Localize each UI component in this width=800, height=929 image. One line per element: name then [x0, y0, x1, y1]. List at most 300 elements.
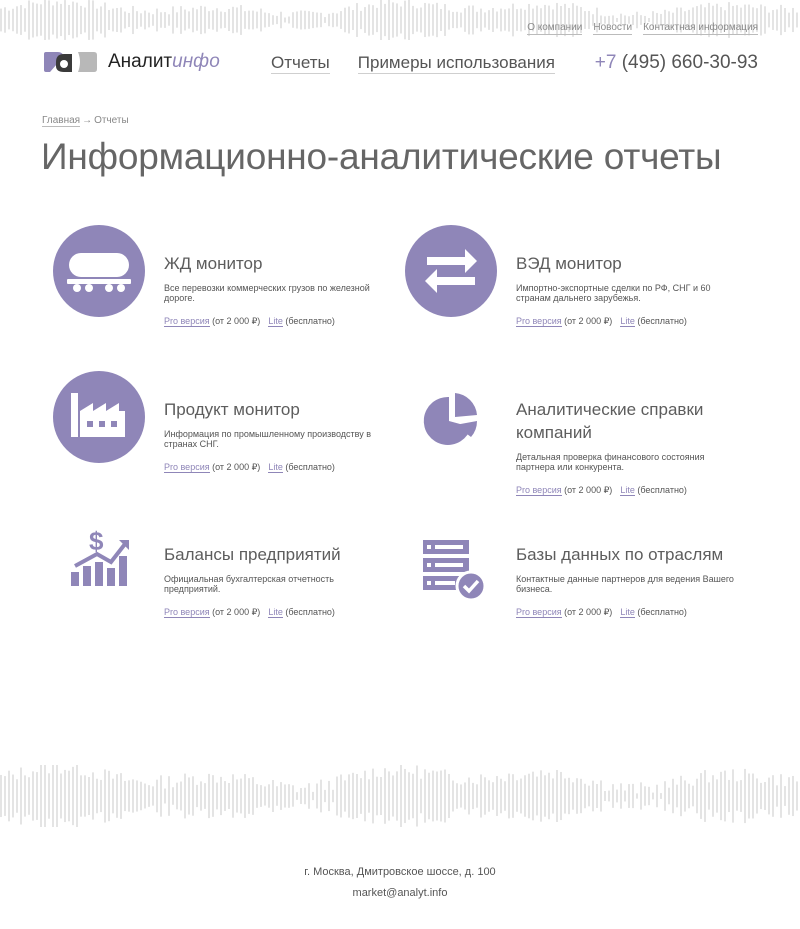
wave-bar [688, 784, 690, 808]
wave-bar [484, 12, 486, 27]
wave-bar [112, 779, 114, 814]
wave-bar [64, 0, 66, 40]
wave-bar [188, 777, 190, 814]
wave-bar [448, 10, 450, 29]
wave-bar [280, 782, 282, 810]
card-title: Базы данных по отраслям [516, 545, 724, 564]
wave-bar [248, 11, 250, 30]
card-description: Контактные данные партнеров для ведения Вашего бизнеса. [516, 574, 734, 594]
wave-bar [116, 774, 118, 818]
wave-bar [588, 786, 590, 807]
wave-bar [388, 0, 390, 40]
wave-bar [64, 770, 66, 822]
wave-bar [120, 773, 122, 819]
wave-bar [496, 776, 498, 816]
wave-bar [780, 774, 782, 818]
wave-bar [696, 779, 698, 814]
wave-bar [80, 6, 82, 34]
wave-bar [224, 781, 226, 811]
wave-bar [264, 13, 266, 28]
wave-bar [584, 784, 586, 808]
wave-bar [232, 774, 234, 817]
report-card-foreign-trade [405, 225, 745, 355]
wave-bar [568, 778, 570, 814]
wave-bar [644, 786, 646, 805]
wave-bar [424, 769, 426, 822]
breadcrumb-current: Отчеты [94, 115, 129, 126]
wave-bar [556, 770, 558, 822]
wave-bar [508, 8, 510, 31]
wave-bar [500, 9, 502, 32]
wave-bar [332, 13, 334, 27]
wave-bar [480, 9, 482, 32]
wave-bar [608, 791, 610, 802]
wave-bar [228, 9, 230, 31]
wave-bar [112, 9, 114, 32]
wave-bar [524, 10, 526, 30]
card-description: Все перевозки коммерческих грузов по железной дороге. [164, 283, 370, 303]
wave-bar [480, 774, 482, 817]
wave-bar [564, 778, 566, 813]
nav-reports[interactable]: Отчеты [271, 53, 330, 72]
wave-bar [268, 13, 270, 27]
wave-bar [540, 770, 542, 821]
report-card-rail [53, 225, 393, 355]
wave-bar [192, 8, 194, 32]
wave-bar [364, 7, 366, 33]
wave-bar [592, 781, 594, 812]
wave-bar [208, 774, 210, 818]
wave-bar [168, 776, 170, 816]
wave-bar [628, 784, 630, 808]
card-links [164, 462, 389, 473]
wave-bar [340, 11, 342, 29]
wave-bar [612, 784, 614, 808]
wave-bar [352, 10, 354, 30]
wave-bar [116, 8, 118, 32]
wave-bar [464, 8, 466, 32]
wave-bar [384, 4, 386, 36]
wave-bar [668, 788, 670, 805]
main-nav [271, 53, 555, 74]
lite-version-link[interactable]: Lite [268, 462, 283, 472]
wave-bar [40, 4, 42, 35]
top-link-news[interactable]: Новости [593, 22, 633, 33]
footer-address: г. Москва, Дмитровское шоссе, д. 100 [304, 866, 496, 878]
pro-version-link[interactable]: Pro версия [516, 316, 562, 326]
wave-bar [392, 2, 394, 37]
wave-bar [476, 784, 478, 807]
wave-bar [344, 780, 346, 811]
wave-bar [380, 777, 382, 815]
wave-bar [32, 2, 34, 37]
report-card-company-reports [405, 371, 745, 501]
wave-bar [24, 8, 26, 31]
wave-bar [316, 12, 318, 27]
pro-price: (от 2 000 ₽) [212, 462, 261, 472]
wave-bar [132, 779, 134, 812]
wave-bar [40, 765, 42, 827]
card-links [516, 316, 741, 327]
wave-bar [428, 773, 430, 820]
wave-bar [252, 11, 254, 30]
wave-bar [780, 5, 782, 35]
wave-bar [268, 784, 270, 807]
card-title: Балансы предприятий [164, 545, 341, 564]
footer-email[interactable]: market@analyt.info [352, 887, 448, 899]
wave-bar [760, 5, 762, 36]
wave-bar [72, 767, 74, 825]
wave-bar [376, 8, 378, 32]
wave-bar [20, 768, 22, 825]
wave-bar [736, 781, 738, 810]
wave-bar [684, 780, 686, 811]
wave-bar [412, 6, 414, 34]
card-description: Официальная бухгалтерская отчетность предприятий. [164, 574, 334, 594]
wave-bar [76, 765, 78, 827]
wave-bar [484, 777, 486, 814]
wave-bar [196, 9, 198, 30]
wave-bar [492, 8, 494, 32]
wave-bar [200, 6, 202, 34]
wave-bar [164, 12, 166, 28]
wave-bar [492, 782, 494, 810]
wave-bar [280, 12, 282, 29]
wave-bar [160, 12, 162, 27]
wave-bar [148, 785, 150, 807]
wave-bar [56, 2, 58, 39]
wave-bar [292, 12, 294, 28]
wave-bar [460, 784, 462, 807]
wave-bar [636, 793, 638, 798]
wave-bar [700, 773, 702, 819]
wave-bar [48, 0, 50, 39]
wave-bar [740, 780, 742, 812]
wave-bar [240, 5, 242, 35]
wave-bar [88, 0, 90, 40]
logo-text: Аналитинфо [108, 51, 220, 72]
pro-price: (от 2 000 ₽) [212, 607, 261, 617]
wave-bar [176, 783, 178, 810]
dollar-growth-icon [53, 516, 145, 608]
wave-bar [108, 771, 110, 821]
phone-number: +7 (495) 660-30-93 [594, 52, 758, 73]
top-link-about[interactable]: О компании [527, 22, 583, 33]
wave-bar [320, 13, 322, 27]
wave-bar [128, 13, 130, 27]
wave-bar [16, 6, 18, 33]
wave-bar [708, 782, 710, 809]
wave-bar [576, 778, 578, 814]
wave-bar [260, 9, 262, 32]
pro-version-link[interactable]: Pro версия [164, 316, 210, 326]
wave-bar [440, 9, 442, 31]
wave-bar [372, 769, 374, 824]
wave-bar [132, 6, 134, 34]
lite-price: (бесплатно) [637, 485, 687, 495]
wave-bar [208, 11, 210, 29]
wave-bar [152, 14, 154, 26]
exchange-arrows-icon [405, 225, 497, 317]
wave-bar [172, 787, 174, 805]
wave-bar [104, 2, 106, 37]
wave-bar [652, 793, 654, 800]
lite-version-link[interactable]: Lite [620, 316, 635, 326]
wave-bar [272, 15, 274, 25]
wave-bar [260, 785, 262, 807]
wave-bar [12, 9, 14, 31]
wave-bar [516, 780, 518, 812]
wave-bar [596, 784, 598, 808]
wave-bar [136, 11, 138, 29]
wave-bar [300, 788, 302, 804]
logo[interactable] [42, 50, 220, 74]
wave-bar [324, 17, 326, 23]
lite-price: (бесплатно) [637, 316, 687, 326]
wave-bar [304, 11, 306, 29]
breadcrumb-home[interactable]: Главная [42, 115, 81, 126]
card-links [516, 485, 741, 496]
wave-bar [784, 786, 786, 806]
wave-bar [308, 11, 310, 29]
wave-bar [468, 6, 470, 35]
card-description: Импортно-экспортные сделки по РФ, СНГ и 60 странам дальнего зарубежья. [516, 283, 711, 303]
wave-bar [176, 12, 178, 27]
wave-bar [0, 775, 2, 817]
lite-version-link[interactable]: Lite [620, 607, 635, 617]
wave-bar [184, 10, 186, 31]
wave-bar [404, 769, 406, 823]
wave-bar [124, 11, 126, 28]
wave-bar [368, 779, 370, 812]
card-title: ВЭД монитор [516, 254, 622, 273]
wave-bar [308, 783, 310, 809]
wave-bar [8, 11, 10, 30]
wave-bar [508, 774, 510, 819]
pro-version-link[interactable]: Pro версия [164, 462, 210, 472]
pro-price: (от 2 000 ₽) [212, 316, 261, 326]
wave-bar [100, 780, 102, 812]
wave-bar [408, 772, 410, 819]
wave-bar [148, 13, 150, 28]
wave-bar [468, 778, 470, 815]
card-title: ЖД монитор [164, 254, 263, 273]
wave-bar [20, 5, 22, 35]
wave-bar [300, 10, 302, 29]
wave-bar [84, 8, 86, 33]
wave-bar [340, 774, 342, 817]
wave-bar [24, 775, 26, 816]
wave-bar [196, 785, 198, 807]
wave-bar [548, 773, 550, 819]
wave-bar [68, 771, 70, 822]
wave-bar [224, 12, 226, 28]
wave-bar [720, 772, 722, 820]
wave-bar [364, 771, 366, 822]
wave-bar [536, 777, 538, 816]
wave-bar [704, 770, 706, 822]
wave-bar [96, 9, 98, 32]
lite-version-link[interactable]: Lite [620, 485, 635, 495]
nav-examples[interactable]: Примеры использования [357, 53, 555, 72]
pro-version-link[interactable]: Pro версия [164, 607, 210, 617]
wave-bar [660, 793, 662, 799]
wave-bar [92, 0, 94, 39]
wave-bar [232, 7, 234, 33]
wave-bar [200, 781, 202, 810]
wave-bar [792, 8, 794, 32]
breadcrumb [42, 115, 129, 126]
wave-bar [428, 3, 430, 36]
wave-bar [512, 774, 514, 818]
wave-bar [184, 774, 186, 819]
wave-bar [360, 778, 362, 814]
report-card-industry-db [405, 516, 745, 646]
wave-bar [616, 790, 618, 803]
wave-bar [756, 778, 758, 813]
top-nav [527, 22, 758, 35]
svg-text:$: $ [89, 526, 104, 556]
wave-bar [104, 769, 106, 822]
wave-bar [12, 775, 14, 818]
wave-bar [220, 12, 222, 29]
wave-bar [436, 772, 438, 821]
factory-icon [53, 371, 145, 463]
wave-bar [744, 769, 746, 823]
wave-bar [412, 774, 414, 819]
wave-bar [128, 780, 130, 811]
wave-bar [440, 771, 442, 822]
logo-mark-icon [42, 50, 98, 74]
wave-bar [284, 784, 286, 807]
wave-bar [772, 775, 774, 817]
wave-bar [44, 765, 46, 827]
card-title: Продукт монитор [164, 400, 300, 419]
wave-bar [36, 4, 38, 37]
lite-price: (бесплатно) [285, 462, 335, 472]
wave-bar [296, 792, 298, 800]
wave-bar [56, 765, 58, 827]
wave-bar [336, 13, 338, 26]
wave-bar [732, 769, 734, 822]
wave-bar [204, 783, 206, 809]
lite-price: (бесплатно) [285, 607, 335, 617]
wave-bar [400, 7, 402, 34]
wave-bar [460, 13, 462, 28]
wave-bar [236, 779, 238, 812]
wave-bar [792, 776, 794, 816]
wave-bar [140, 782, 142, 811]
pro-price: (от 2 000 ₽) [564, 485, 613, 495]
wave-bar [420, 779, 422, 814]
wave-bar [0, 9, 2, 32]
wave-bar [248, 778, 250, 814]
wave-bar [172, 6, 174, 33]
wave-bar [400, 765, 402, 827]
wave-bar [552, 778, 554, 813]
wave-bar [512, 4, 514, 37]
wave-bar [788, 777, 790, 815]
wave-bar [580, 779, 582, 813]
wave-bar [772, 10, 774, 30]
wave-bar [672, 779, 674, 813]
wave-bar [312, 792, 314, 800]
wave-bar [504, 9, 506, 30]
wave-bar [676, 785, 678, 808]
wave-bar [236, 7, 238, 32]
wave-bar [92, 772, 94, 819]
wave-bar [244, 774, 246, 818]
wave-bar [776, 785, 778, 806]
wave-bar [320, 780, 322, 813]
wave-bar [776, 9, 778, 30]
wave-bar [4, 776, 6, 816]
wave-bar [212, 775, 214, 817]
wave-bar [328, 781, 330, 811]
wave-bar [396, 771, 398, 820]
wave-bar [284, 18, 286, 23]
wave-bar [216, 783, 218, 810]
wave-bar [356, 3, 358, 37]
wave-bar [304, 788, 306, 805]
wave-bar [328, 14, 330, 26]
wave-bar [188, 11, 190, 28]
wave-bar [316, 784, 318, 809]
top-link-contacts[interactable]: Контактная информация [643, 22, 758, 33]
wave-bar [456, 12, 458, 28]
wave-bar [604, 791, 606, 801]
wave-bar [68, 5, 70, 35]
pro-version-link[interactable]: Pro версия [516, 607, 562, 617]
wave-bar [192, 776, 194, 815]
wave-bar [476, 12, 478, 28]
wave-bar [84, 775, 86, 816]
wave-bar [52, 765, 54, 827]
wave-bar [572, 782, 574, 809]
wave-bar [96, 779, 98, 813]
wave-bar [416, 765, 418, 826]
wave-bar [160, 775, 162, 816]
pro-version-link[interactable]: Pro версия [516, 485, 562, 495]
wave-bar [680, 776, 682, 816]
page-title: Информационно-аналитические отчеты [41, 136, 722, 177]
wave-bar [504, 781, 506, 810]
wave-bar [496, 12, 498, 29]
lite-version-link[interactable]: Lite [268, 607, 283, 617]
wave-bar [352, 773, 354, 819]
lite-version-link[interactable]: Lite [268, 316, 283, 326]
wave-bar [424, 3, 426, 37]
wave-bar [216, 8, 218, 31]
wave-bar [344, 8, 346, 33]
wave-bar [356, 774, 358, 818]
wave-bar [28, 777, 30, 815]
wave-bar [332, 790, 334, 802]
wave-bar [108, 10, 110, 30]
wave-bar [312, 12, 314, 28]
wave-bar [632, 784, 634, 808]
wave-bar [60, 773, 62, 818]
wave-bar [368, 4, 370, 35]
wave-bar [728, 780, 730, 812]
wave-bar [244, 11, 246, 29]
wave-bar [456, 783, 458, 809]
wave-bar [348, 774, 350, 817]
wave-bar [724, 771, 726, 822]
wave-bar [292, 785, 294, 806]
wave-bar [560, 772, 562, 820]
wave-bar [152, 786, 154, 805]
